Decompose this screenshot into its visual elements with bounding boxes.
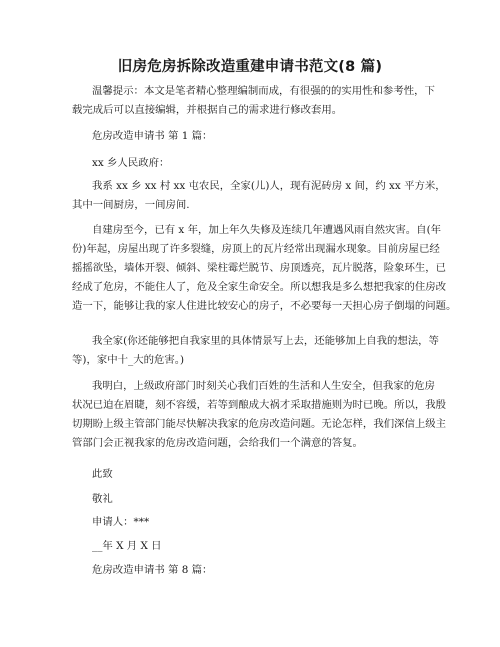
text-line: 经成了危房，不能住人了，危及全家生命安全。所以想我是多么想把我家的住房改	[72, 281, 447, 293]
text-line: 温馨提示：本文是笔者精心整理编制而成，有很强的的实用性和参考性，下	[92, 85, 435, 97]
text-line: 自建房至今，已有 x 年，加上年久失修及连续几年遭遇风雨自然灾害。自(年	[92, 224, 442, 236]
paragraph-3	[72, 332, 439, 370]
date-text: __年 X 月 X 日	[92, 540, 162, 552]
date-line	[72, 537, 432, 556]
paragraph-2	[72, 221, 457, 316]
text-line: 我系 xx 乡 xx 村 xx 屯农民，全家(儿)人，现有泥砖房 x 间，约 xx 平方米，	[92, 180, 446, 192]
salutation-text: xx 乡人民政府：	[92, 157, 170, 169]
closing-regards	[72, 490, 432, 509]
text-line: 其中一间厨房，一间房间.	[72, 199, 190, 211]
tip-paragraph	[72, 82, 435, 120]
section-heading	[72, 127, 432, 146]
section-heading	[72, 561, 432, 580]
paragraph-1	[72, 177, 446, 215]
applicant-text: 申请人：***	[92, 516, 150, 528]
text-line: 切期盼上级主管部门能尽快解决我家的危房改造问题。无论怎样，我们深信上级主	[72, 418, 447, 430]
salutation	[72, 154, 432, 173]
text-line: 管部门会正视我家的危房改造问题，会给我们一个满意的答复。	[72, 437, 363, 449]
text-line: 载完成后可以直接编辑，并根据自己的需求进行修改套用。	[72, 104, 343, 116]
text-line: 我明白，上级政府部门时刻关心我们百姓的生活和人生安全，但我家的危房	[92, 380, 435, 392]
text-line: 状况已迫在眉睫，刻不容缓，若等到酿成大祸才采取措施则为时已晚。所以，我殷	[72, 399, 447, 411]
closing-text: 敬礼	[92, 493, 113, 505]
document-title: 旧房危房拆除改造重建申请书范文(8 篇)	[117, 59, 383, 75]
section-heading-text: 危房改造申请书 第 1 篇：	[92, 130, 213, 142]
closing-text: 此致	[92, 468, 113, 480]
text-line: 等)，家中十_大的危害。)	[72, 354, 185, 366]
closing-salute	[72, 465, 432, 484]
section-heading-text: 危房改造申请书 第 8 篇：	[92, 564, 213, 576]
text-line: 我全家(你还能够把自我家里的具体情景写上去，还能够加上自我的想法，等	[92, 335, 439, 347]
text-line: 份)年起，房屋出现了许多裂缝，房顶上的瓦片经常出现漏水现象。目前房屋已经	[72, 243, 440, 255]
text-line: 摇摇欲坠，墙体开裂、倾斜、梁柱霉烂脱节、房顶透亮，瓦片脱落，险象环生，已	[72, 262, 447, 274]
applicant-line	[72, 513, 432, 532]
paragraph-4	[72, 377, 447, 453]
text-line: 造一下，能够让我的家人住进比较安心的房子，不必要每一天担心房子倒塌的问题。	[72, 300, 457, 312]
